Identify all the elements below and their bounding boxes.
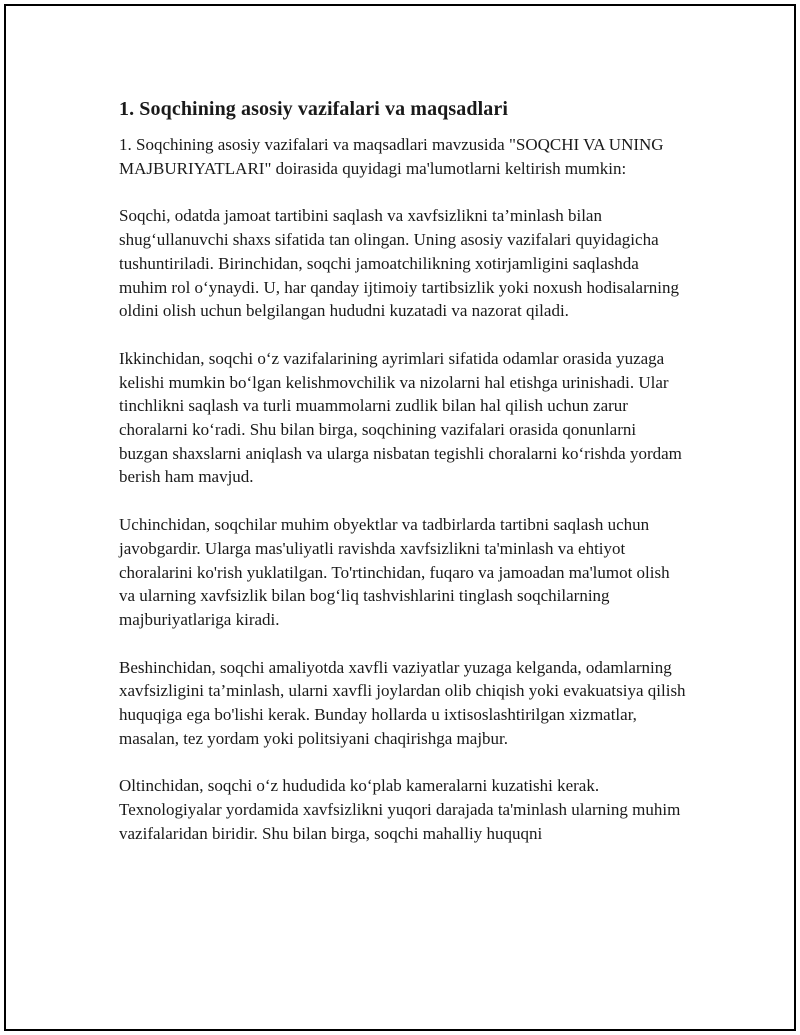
page-frame	[4, 4, 796, 1031]
document-body	[119, 96, 689, 870]
document-heading: 1. Soqchining asosiy vazifalari va maqsadlari	[119, 98, 508, 120]
paragraph-third-duty: Uchinchidan, soqchilar muhim obyektlar va tadbirlarda tartibni saqlash uchun javobgardir. Ularga mas'uliyatli ravishda xavfsizlikni ta'minlash va ehtiyot choralarini ko'rish yuklatilgan. To'rtinchidan, fuqaro va jamoadan ma'lumot olish va ularning xavfsizlik bilan bog‘liq tashvishlarini tinglash soqchilarning majburiyatlariga kiradi.	[119, 515, 670, 629]
paragraph-intro: 1. Soqchining asosiy vazifalari va maqsadlari mavzusida "SOQCHI VA UNING MAJBURIYATLARI" doirasida quyidagi ma'lumotlarni keltirish mumkin:	[119, 135, 664, 178]
paragraph-second-duty: Ikkinchidan, soqchi o‘z vazifalarining ayrimlari sifatida odamlar orasida yuzaga kelishi mumkin bo‘lgan kelishmovchilik va nizolarni hal etishga urinishadi. Ular tinchlikni saqlash va turli muammolarni zudlik bilan hal qilish uchun zarur choralarni ko‘radi. Shu bilan birga, soqchining vazifalari orasida qonunlarni buzgan shaxslarni aniqlash va ularga nisbatan tegishli choralarni ko‘rishda yordam berish ham mavjud.	[119, 348, 682, 487]
paragraph-sixth-duty: Oltinchidan, soqchi o‘z hududida ko‘plab kameralarni kuzatishi kerak. Texnologiyalar yordamida xavfsizlikni yuqori darajada ta'minlash ularning muhim vazifalaridan biridir. Shu bilan birga, soqchi mahalliy huquqni	[119, 776, 681, 843]
paragraph-fifth-duty: Beshinchidan, soqchi amaliyotda xavfli vaziyatlar yuzaga kelganda, odamlarning xavfsizligini ta’minlash, ularni xavfli joylardan olib chiqish yoki evakuatsiya qilish huquqiga ega bo'lishi kerak. Bunday hollarda u ixtisoslashtirilgan xizmatlar, masalan, tez yordam yoki politsiyani chaqirishga majbur.	[119, 657, 686, 748]
paragraph-first-duty: Soqchi, odatda jamoat tartibini saqlash va xavfsizlikni ta’minlash bilan shug‘ullanuvchi shaxs sifatida tan olingan. Uning asosiy vazifalari quyidagicha tushuntiriladi. Birinchidan, soqchi jamoatchilikning xotirjamligini saqlashda muhim rol o‘ynaydi. U, har qanday ijtimoiy tartibsizlik yoki noxush hodisalarning oldini olish uchun belgilangan hududni kuzatadi va nazorat qiladi.	[119, 206, 679, 321]
